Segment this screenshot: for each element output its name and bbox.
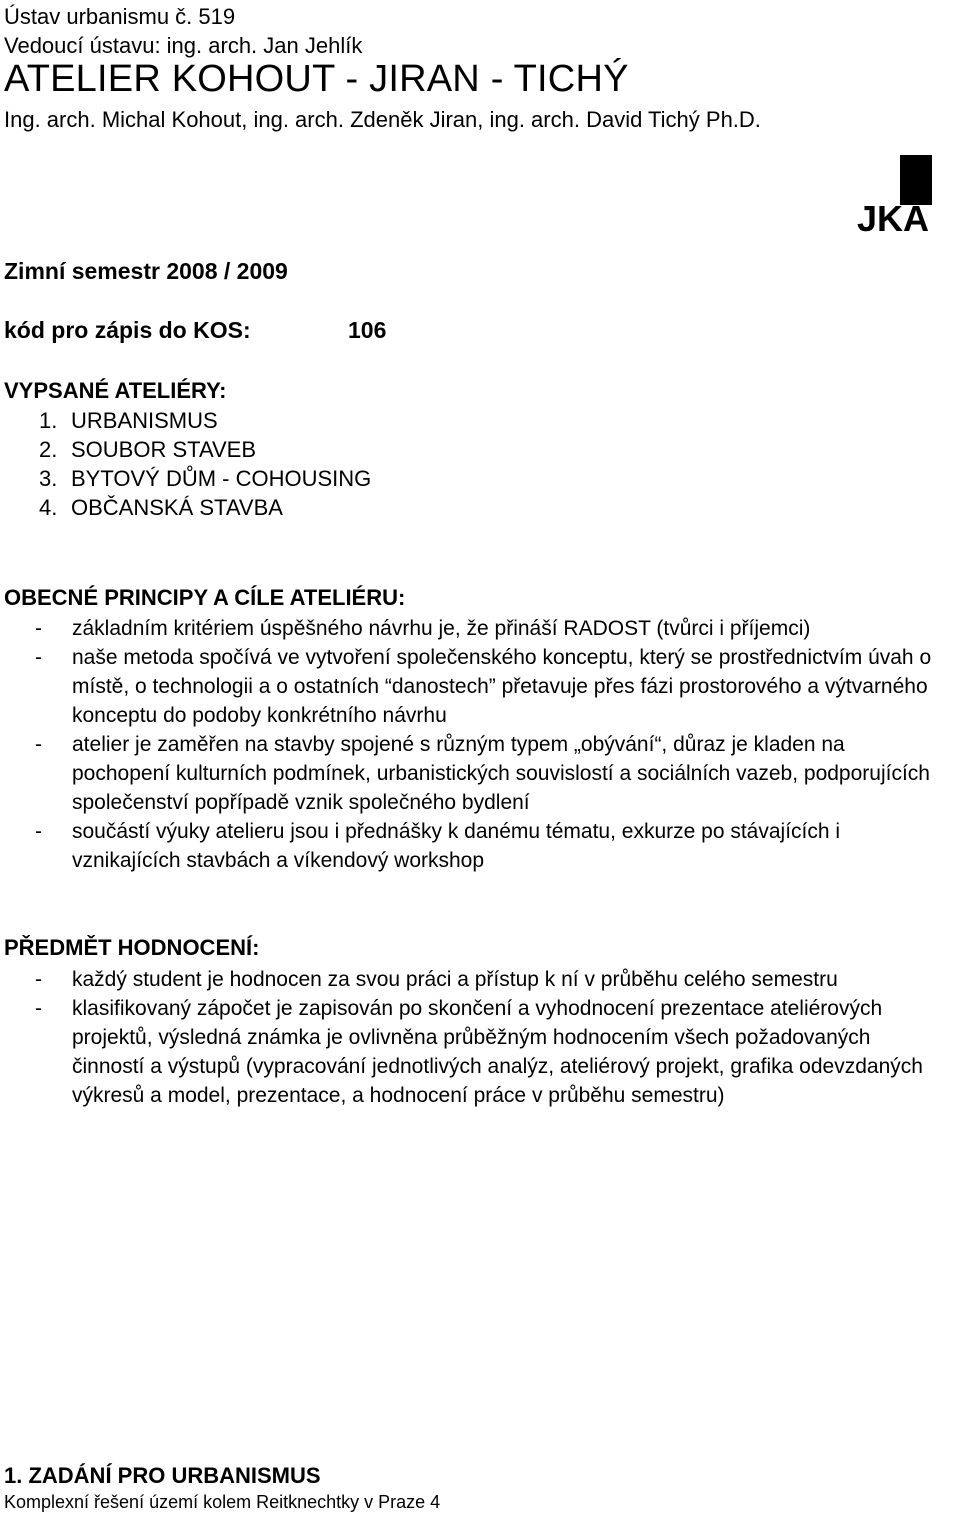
- principle-item: - naše metoda spočívá ve vytvoření společenského konceptu, který se prostřednictvím úvah o místě, o technologii a o ostatních “danostech” přetavuje přes fázi prostorového a výtvarného konceptu do podoby konkrétního návrhu: [35, 646, 932, 727]
- atelier-title: ATELIER KOHOUT - JIRAN - TICHÝ: [4, 58, 629, 100]
- institute-name: Ústav urbanismu č. 519: [4, 4, 236, 29]
- principle-item: - atelier je zaměřen na stavby spojené s různým typem „obývání“, důraz je kladen na pochopení kulturních podmínek, urbanistických souvislostí a sociálních vazeb, podporujících společenství popřípadě vznik společného bydlení: [35, 733, 930, 814]
- principles-list: [4, 614, 944, 875]
- atelier-item: 2. SOUBOR STAVEB: [39, 437, 257, 462]
- atelier-item: 1. URBANISMUS: [39, 408, 218, 433]
- evaluation-list: [4, 965, 944, 1110]
- assignment-heading: 1. ZADÁNÍ PRO URBANISMUS: [4, 1463, 321, 1488]
- evaluation-item: - klasifikovaný zápočet je zapisován po skončení a vyhodnocení prezentace ateliérových projektů, výsledná známka je ovlivněna průběžným hodnocením všech požadovaných činností a výstupů (vypracování jednotlivých analýz, ateliérový projekt, grafika odevzdaných výkresů a model, prezentace, a hodnocení práce v průběhu semestru): [35, 997, 923, 1107]
- atelier-item: 3. BYTOVÝ DŮM - COHOUSING: [39, 466, 372, 491]
- kos-code: 106: [348, 317, 387, 343]
- institute-head: Vedoucí ústavu: ing. arch. Jan Jehlík: [4, 33, 363, 58]
- kos-label: kód pro zápis do KOS:: [4, 317, 251, 343]
- semester: Zimní semestr 2008 / 2009: [4, 258, 288, 284]
- evaluation-item: - každý student je hodnocen za svou práci a přístup k ní v průběhu celého semestru: [35, 968, 838, 991]
- principle-item: - základním kritériem úspěšného návrhu je, že přináší RADOST (tvůrci i příjemci): [35, 617, 811, 640]
- jka-logo: [845, 155, 960, 250]
- ateliers-heading: VYPSANÉ ATELIÉRY:: [4, 378, 227, 403]
- principles-heading: OBECNÉ PRINCIPY A CÍLE ATELIÉRU:: [4, 585, 406, 610]
- jka-logo-icon: [845, 155, 960, 250]
- evaluation-heading: PŘEDMĚT HODNOCENÍ:: [4, 935, 260, 960]
- assignment-subtitle: Komplexní řešení území kolem Reitknechtky v Praze 4: [4, 1492, 441, 1512]
- principle-item: - součástí výuky atelieru jsou i přednášky k danému tématu, exkurze po stávajících i vznikajících stavbách a víkendový workshop: [35, 820, 841, 872]
- logo-text: JKA: [857, 198, 930, 239]
- atelier-item: 4. OBČANSKÁ STAVBA: [39, 495, 283, 520]
- tutors: Ing. arch. Michal Kohout, ing. arch. Zdeněk Jiran, ing. arch. David Tichý Ph.D.: [4, 107, 761, 132]
